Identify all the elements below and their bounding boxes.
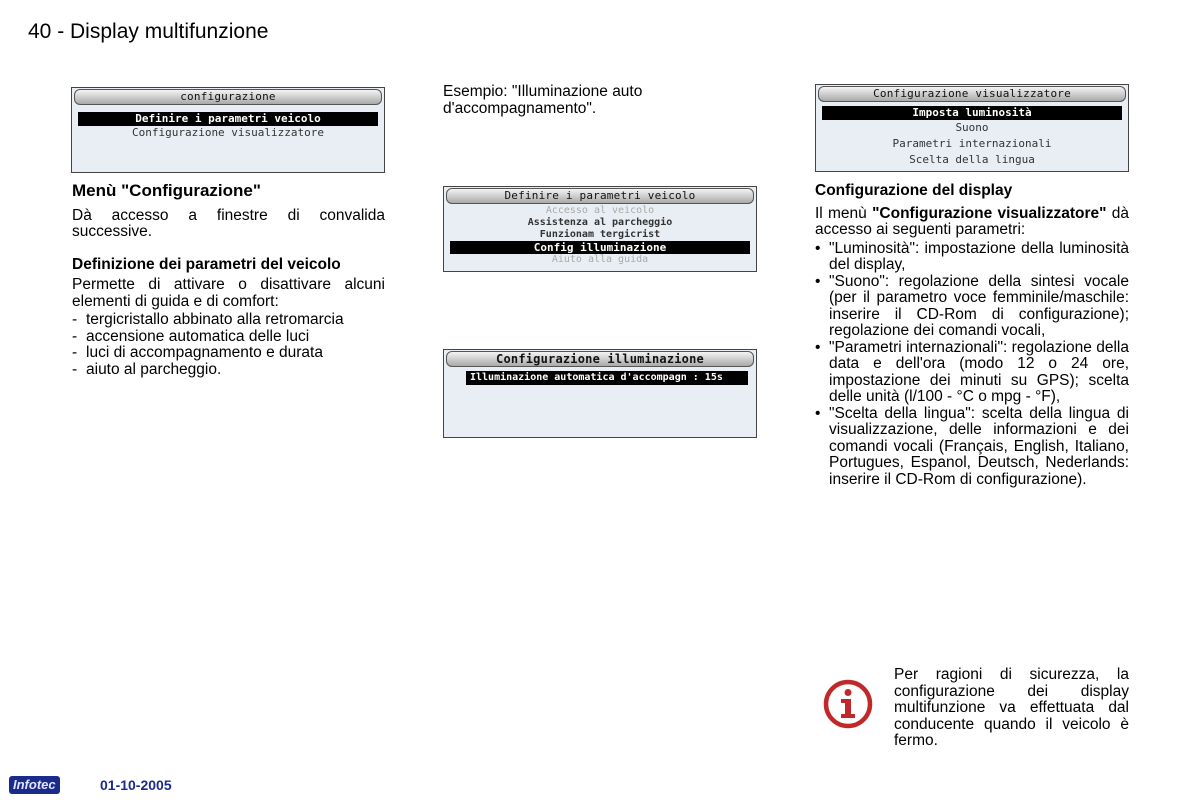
page-title: 40 - Display multifunzione bbox=[28, 20, 269, 43]
menu-item-lighting-config[interactable]: Config illuminazione bbox=[450, 241, 750, 254]
display-config-intro bbox=[815, 206, 1129, 239]
footer-date: 01-10-2005 bbox=[100, 777, 172, 793]
menu-item-sound[interactable]: Suono bbox=[955, 121, 989, 134]
list-item: - aiuto al parcheggio. bbox=[72, 362, 385, 379]
config-menu-screen bbox=[71, 87, 385, 173]
intro-prefix: Il menù bbox=[815, 204, 873, 222]
menu-item-international[interactable]: Parametri internazionali bbox=[892, 137, 1052, 150]
list-item: • "Parametri internazionali": regolazione della data e dell'ora (modo 12 o 24 ore, impostazione dei minuti su GPS); scelta delle unità (l/100 - °C o mpg - °F), bbox=[815, 340, 1129, 406]
screen-title: configurazione bbox=[74, 89, 382, 105]
list-item: • "Suono": regolazione della sintesi vocale (per il parametro voce femminile/maschile: inserire il CD-Rom di configurazione); regolazione dei comandi vocali, bbox=[815, 274, 1129, 340]
screen-title: Configurazione visualizzatore bbox=[818, 86, 1126, 102]
safety-note: Per ragioni di sicurezza, la configurazione dei display multifunzione va effettuata dal conducente quando il veicolo è fermo. bbox=[894, 666, 1129, 749]
screen-title: Configurazione illuminazione bbox=[446, 351, 754, 367]
menu-description: Dà accesso a finestre di convalida successive. bbox=[72, 206, 385, 240]
infotec-logo: Infotec bbox=[9, 776, 60, 794]
display-config-screen bbox=[815, 84, 1129, 172]
list-item: • "Luminosità": impostazione della luminosità del display, bbox=[815, 241, 1129, 274]
list-item: - accensione automatica delle luci bbox=[72, 329, 385, 346]
vehicle-params-screen bbox=[443, 186, 757, 272]
menu-heading: Menù "Configurazione" bbox=[72, 181, 261, 200]
menu-item-brightness[interactable]: Imposta luminosità bbox=[822, 106, 1122, 120]
feature-list bbox=[72, 312, 385, 378]
menu-item-vehicle-access[interactable]: Accesso al veicolo bbox=[545, 205, 655, 216]
menu-item-wiper-function[interactable]: Funzionam tergicrist bbox=[539, 229, 661, 240]
left-column bbox=[72, 183, 385, 378]
list-item: - tergicristallo abbinato alla retromarcia bbox=[72, 312, 385, 329]
definition-heading: Definizione dei parametri del veicolo bbox=[72, 255, 341, 273]
example-caption: Esempio: "Illuminazione auto d'accompagnamento". bbox=[443, 83, 643, 117]
menu-item-language[interactable]: Scelta della lingua bbox=[909, 153, 1035, 166]
menu-item-driving-aid[interactable]: Aiuto alla guida bbox=[551, 254, 649, 265]
definition-description: Permette di attivare o disattivare alcuni elementi di guida e di comfort: bbox=[72, 276, 385, 310]
list-item: • "Scelta della lingua": scelta della lingua di visualizzazione, delle informazioni e dei comandi vocali (Français, English, Italiano, Portugues, Espanol, Deutsch, Nederlands: inserire il CD-Rom di configurazione). bbox=[815, 406, 1129, 489]
intro-suffix: dà accesso ai seguenti parametri: bbox=[815, 204, 1129, 238]
auto-lighting-setting[interactable]: Illuminazione automatica d'accompagn : 15s bbox=[466, 371, 748, 385]
lighting-config-screen bbox=[443, 349, 757, 438]
menu-item-vehicle-params[interactable]: Definire i parametri veicolo bbox=[78, 112, 378, 126]
display-config-heading: Configurazione del display bbox=[815, 182, 1013, 199]
menu-item-parking-assist[interactable]: Assistenza al parcheggio bbox=[527, 217, 673, 228]
display-param-list bbox=[815, 241, 1129, 489]
menu-item-display-config[interactable]: Configurazione visualizzatore bbox=[131, 126, 325, 139]
right-column bbox=[815, 183, 1129, 488]
info-icon bbox=[822, 678, 874, 730]
intro-menu-name: "Configurazione visualizzatore" bbox=[872, 204, 1107, 222]
screen-title: Definire i parametri veicolo bbox=[446, 188, 754, 204]
list-item: - luci di accompagnamento e durata bbox=[72, 345, 385, 362]
